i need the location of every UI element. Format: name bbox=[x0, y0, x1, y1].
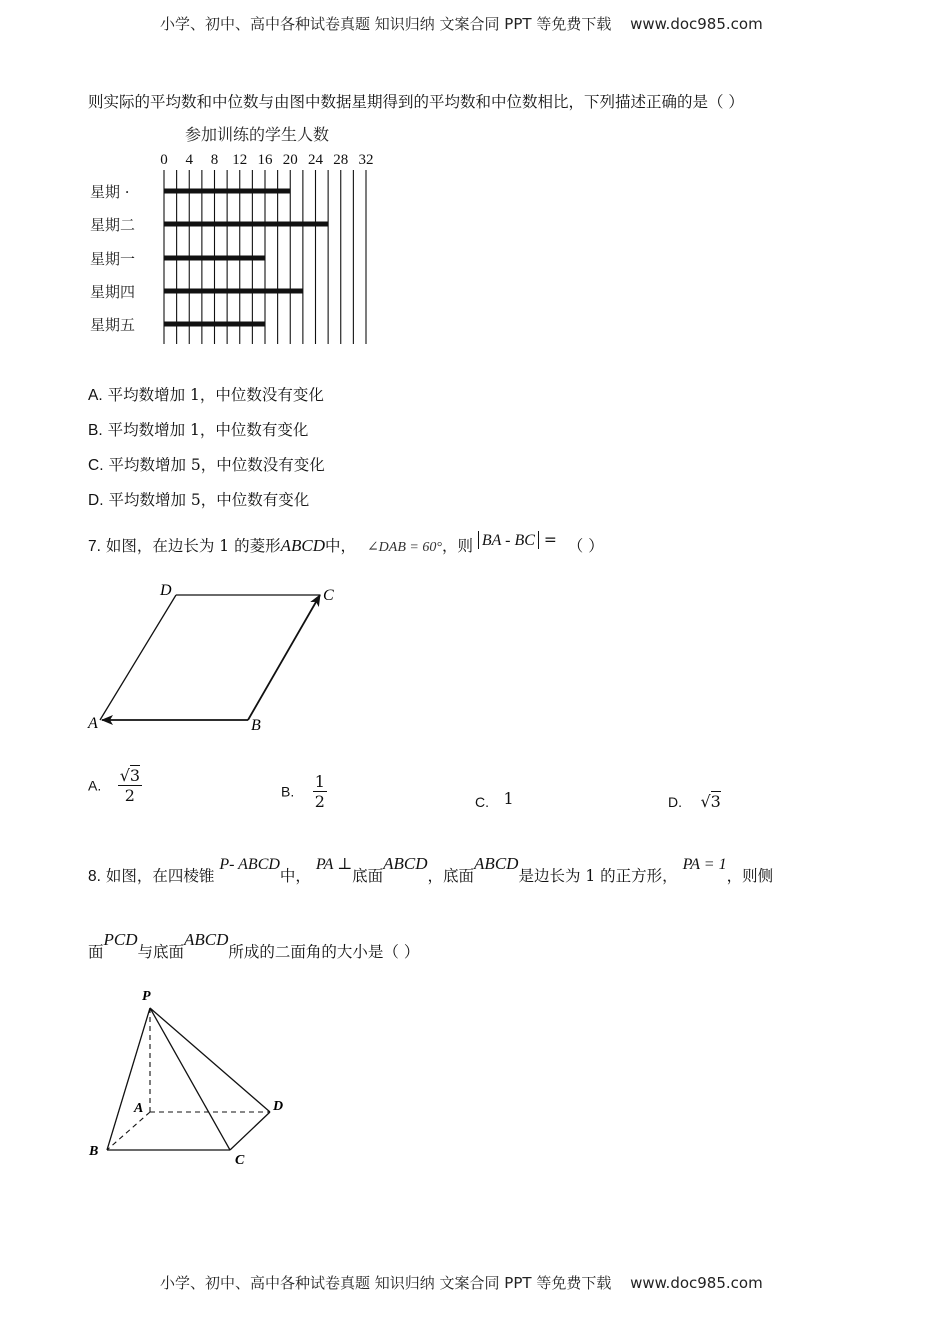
edge-pd bbox=[150, 1008, 270, 1112]
q7-text-1: 如图，在边长为 1 的菱形 bbox=[105, 537, 281, 555]
option-letter: C. bbox=[88, 457, 104, 474]
category-label: 星期二 bbox=[90, 216, 136, 234]
q8-pyramid: P- ABCD bbox=[219, 856, 280, 873]
chart-container bbox=[80, 120, 400, 354]
q7-stem bbox=[88, 531, 604, 556]
footer-text: 小学、初中、高中各种试卷真题 知识归纳 文案合同 PPT 等免费下载 bbox=[160, 1274, 612, 1292]
q8-text-9: 所成的二面角的大小是（ ） bbox=[228, 943, 420, 961]
label-a: A bbox=[134, 1101, 144, 1116]
edge-pb bbox=[107, 1008, 150, 1150]
option-letter: D. bbox=[88, 492, 104, 509]
x-tick-label: 4 bbox=[185, 152, 193, 168]
label-a: A bbox=[88, 715, 98, 732]
page-footer bbox=[160, 1272, 763, 1293]
option-text: 平均数增加 5，中位数有变化 bbox=[108, 491, 310, 509]
q8-pa-perp: PA ⊥ bbox=[315, 856, 353, 873]
edge-ad bbox=[100, 595, 176, 720]
training-bar-chart bbox=[80, 120, 400, 350]
rhombus-figure bbox=[80, 575, 350, 739]
footer-url[interactable]: www.doc985.com bbox=[630, 1274, 763, 1292]
edge-pc bbox=[150, 1008, 230, 1150]
q8-base-3: ABCD bbox=[184, 930, 229, 949]
x-tick-label: 24 bbox=[308, 152, 323, 168]
header-url[interactable]: www.doc985.com bbox=[630, 15, 763, 33]
q7-shape: ABCD bbox=[280, 536, 325, 555]
q8-base-2: ABCD bbox=[474, 854, 519, 873]
edge-ab bbox=[107, 1112, 150, 1150]
q6-option-b[interactable] bbox=[88, 418, 308, 440]
option-text: 平均数增加 1，中位数没有变化 bbox=[107, 386, 324, 404]
q8-text-2: 中， bbox=[279, 867, 311, 885]
label-c: C bbox=[235, 1153, 245, 1168]
frac-numerator: 1 bbox=[314, 772, 325, 791]
question-number: 8. bbox=[88, 868, 101, 885]
option-letter: C. bbox=[475, 794, 489, 810]
q8-pa-eq: PA = 1 bbox=[682, 856, 727, 873]
q6-stem: 则实际的平均数和中位数与由图中数据星期得到的平均数和中位数相比，下列描述正确的是（ ） bbox=[88, 93, 744, 111]
x-tick-label: 28 bbox=[333, 152, 349, 168]
x-tick-label: 0 bbox=[160, 152, 168, 168]
option-letter: D. bbox=[668, 794, 682, 810]
sqrt-radicand: 3 bbox=[129, 766, 141, 785]
header-text: 小学、初中、高中各种试卷真题 知识归纳 文案合同 PPT 等免费下载 bbox=[160, 15, 612, 33]
q7-option-d[interactable]: D. √3 bbox=[668, 792, 721, 811]
vector-bc bbox=[248, 595, 320, 720]
sqrt-radicand: 3 bbox=[710, 792, 721, 811]
label-b: B bbox=[251, 717, 261, 734]
q7-text-2: 中， bbox=[324, 537, 356, 555]
label-d: D bbox=[160, 582, 172, 599]
q6-option-a[interactable] bbox=[88, 383, 324, 405]
q7-vector-expr: BA - BC bbox=[481, 532, 535, 549]
q6-option-d[interactable] bbox=[88, 488, 309, 510]
q8-base-1: ABCD bbox=[383, 854, 428, 873]
chart-title: 参加训练的学生人数 bbox=[185, 125, 330, 144]
category-label: 星期一 bbox=[90, 250, 136, 268]
label-b: B bbox=[89, 1144, 99, 1159]
q8-text-1: 如图，在四棱锥 bbox=[105, 867, 215, 885]
label-c: C bbox=[323, 587, 334, 604]
label-p: P bbox=[142, 989, 151, 1004]
option-letter: B. bbox=[281, 783, 295, 800]
q8-stem-line1 bbox=[88, 854, 774, 886]
frac-denominator: 2 bbox=[124, 786, 135, 805]
q8-stem-line2 bbox=[88, 930, 420, 962]
option-letter: A. bbox=[88, 387, 103, 404]
q7-text-3: ，则 bbox=[441, 537, 473, 555]
q8-text-6: ，则侧 bbox=[726, 867, 774, 885]
category-label: 星期五 bbox=[90, 316, 136, 334]
q7-blank: （ ） bbox=[567, 537, 604, 555]
q7-equals: = bbox=[543, 531, 557, 549]
q7-option-a[interactable]: A. $\frac{√3}{2}$ bbox=[88, 766, 141, 805]
q8-face-pcd: PCD bbox=[103, 930, 138, 949]
x-tick-label: 20 bbox=[282, 152, 298, 168]
x-tick-label: 16 bbox=[257, 152, 273, 168]
question-number: 7. bbox=[88, 538, 101, 555]
q7-option-b[interactable] bbox=[281, 772, 327, 811]
pyramid-figure bbox=[80, 980, 310, 1174]
option-text: 平均数增加 1，中位数有变化 bbox=[107, 421, 309, 439]
q8-text-3: 底面 bbox=[352, 867, 384, 885]
page-header bbox=[160, 13, 763, 34]
x-tick-label: 32 bbox=[358, 152, 374, 168]
q7-option-c[interactable] bbox=[475, 789, 514, 811]
q7-angle: ∠DAB = 60° bbox=[366, 540, 442, 555]
q8-text-5: 是边长为 1 的正方形， bbox=[518, 867, 678, 885]
frac-denominator: 2 bbox=[314, 792, 325, 811]
x-tick-label: 12 bbox=[232, 152, 248, 168]
q8-text-4: ，底面 bbox=[427, 867, 475, 885]
label-d: D bbox=[273, 1099, 284, 1114]
q6-option-c[interactable] bbox=[88, 453, 325, 475]
option-letter: A. bbox=[88, 777, 102, 794]
q8-text-7: 面 bbox=[88, 943, 104, 961]
option-letter: B. bbox=[88, 422, 103, 439]
category-label: 星期四 bbox=[90, 283, 136, 301]
x-tick-label: 8 bbox=[210, 152, 219, 168]
option-text: 平均数增加 5，中位数没有变化 bbox=[108, 456, 325, 474]
q8-text-8: 与底面 bbox=[137, 943, 185, 961]
edge-cd bbox=[230, 1112, 270, 1150]
category-label: 星期 · bbox=[90, 183, 130, 201]
option-value: 1 bbox=[503, 789, 514, 808]
